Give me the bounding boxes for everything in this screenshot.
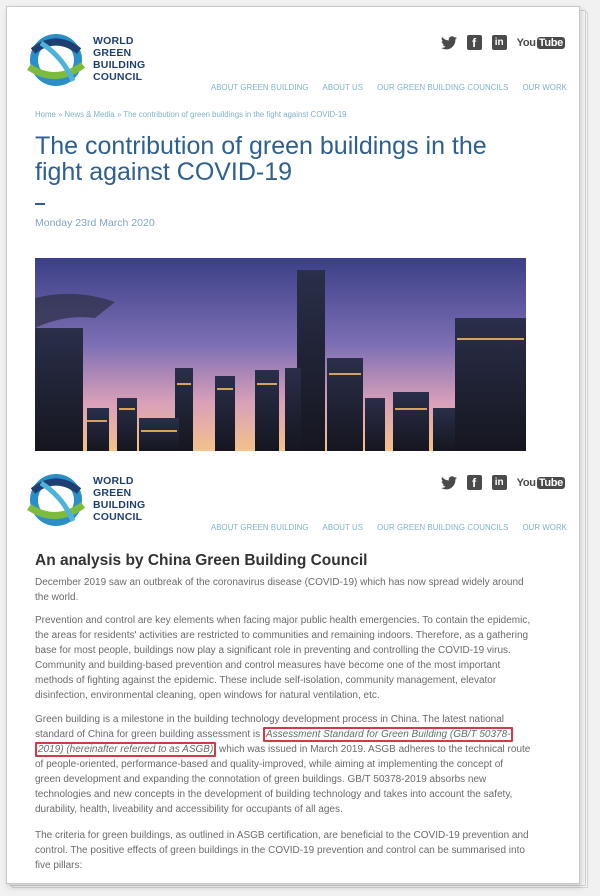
social-links xyxy=(441,475,565,490)
breadcrumb-home[interactable]: Home xyxy=(35,110,56,119)
nav-about-us[interactable]: ABOUT US xyxy=(322,83,364,92)
twitter-icon[interactable] xyxy=(441,476,457,490)
nav-about-green-building[interactable]: ABOUT GREEN BUILDING xyxy=(210,523,309,532)
paragraph-green-building xyxy=(35,712,531,817)
paragraph-intro: December 2019 saw an outbreak of the coronavirus disease (COVID-19) which has now spread widely around the world. xyxy=(35,577,524,603)
highlighted-standard-name: Assessment Standard for Green Building (GB/T 50378- xyxy=(263,727,514,742)
social-links xyxy=(441,35,565,50)
main-nav xyxy=(211,83,567,92)
section-title: An analysis by China Green Building Council xyxy=(35,552,368,569)
youtube-icon[interactable]: You Tube xyxy=(516,36,563,49)
skyline-photo xyxy=(35,258,526,451)
main-nav xyxy=(211,523,567,532)
paragraph-text: Green building is a milestone in the building technology development process in China. The latest national standard of China for green building assessment is xyxy=(35,714,504,740)
linkedin-icon[interactable]: in xyxy=(492,475,507,490)
facebook-icon[interactable]: f xyxy=(467,475,482,490)
nav-about-us[interactable]: ABOUT US xyxy=(322,523,364,532)
wgbc-logo-icon[interactable] xyxy=(23,27,89,93)
nav-our-work[interactable]: OUR WORK xyxy=(522,523,567,532)
nav-our-councils[interactable]: OUR GREEN BUILDING COUNCILS xyxy=(377,523,509,532)
site-header xyxy=(7,461,580,551)
youtube-icon[interactable]: You Tube xyxy=(516,476,563,489)
nav-about-green-building[interactable]: ABOUT GREEN BUILDING xyxy=(210,83,309,92)
linkedin-icon[interactable]: in xyxy=(492,35,507,50)
logo-wordmark[interactable]: WORLD GREEN BUILDING COUNCIL xyxy=(93,475,146,523)
site-header xyxy=(7,21,580,111)
page-title: The contribution of green buildings in the fight against COVID-19 xyxy=(35,132,487,186)
breadcrumb-separator: » xyxy=(57,110,63,119)
title-divider xyxy=(35,203,45,205)
paragraph-criteria: The criteria for green buildings, as outlined in ASGB certification, are beneficial to the COVID-19 prevention and control. The positive effects of green buildings in the COVID-19 prevention and control can be summarised into five pillars: xyxy=(35,830,529,871)
facebook-icon[interactable]: f xyxy=(467,35,482,50)
wgbc-logo-icon[interactable] xyxy=(23,467,89,533)
breadcrumb-news-media[interactable]: News & Media xyxy=(64,110,115,119)
logo-wordmark[interactable]: WORLD GREEN BUILDING COUNCIL xyxy=(93,35,146,83)
article-date: Monday 23rd March 2020 xyxy=(35,217,155,229)
paragraph-text: which was issued in March 2019. ASGB adheres to the technical route of people-oriented, performance-based and quality-improved, while aiming at implementing the concept of green development and expanding the connotation of green buildings. GB/T 50378-2019 absorbs new technologies and new concepts in the development of building technology and takes into account the safety, durability, health, liveability and accessibility for occupants of all ages. xyxy=(35,744,531,815)
breadcrumb-current: The contribution of green buildings in the fight against COVID-19 xyxy=(123,110,347,119)
nav-our-work[interactable]: OUR WORK xyxy=(522,83,567,92)
paragraph-prevention: Prevention and control are key elements when facing major public health emergencies. To contain the epidemic, the areas for residents' activities are restricted to communities and remaining indoors. Therefore, as a gathering base for most people, buildings now play a significant role in preventing and controlling the COVID-19 virus. Community and building-based prevention and control measures have become one of the most important methods of fighting against the epidemic. These include self-isolation, community management, elevator disinfection, environmental cleaning, open windows for natural ventilation, etc. xyxy=(35,615,531,701)
breadcrumb-separator: » xyxy=(116,110,122,119)
article-sheet xyxy=(6,6,580,884)
twitter-icon[interactable] xyxy=(441,36,457,50)
highlighted-standard-abbrev: 2019) (hereinafter referred to as ASGB) xyxy=(35,742,216,757)
nav-our-councils[interactable]: OUR GREEN BUILDING COUNCILS xyxy=(377,83,509,92)
breadcrumb xyxy=(35,110,347,119)
